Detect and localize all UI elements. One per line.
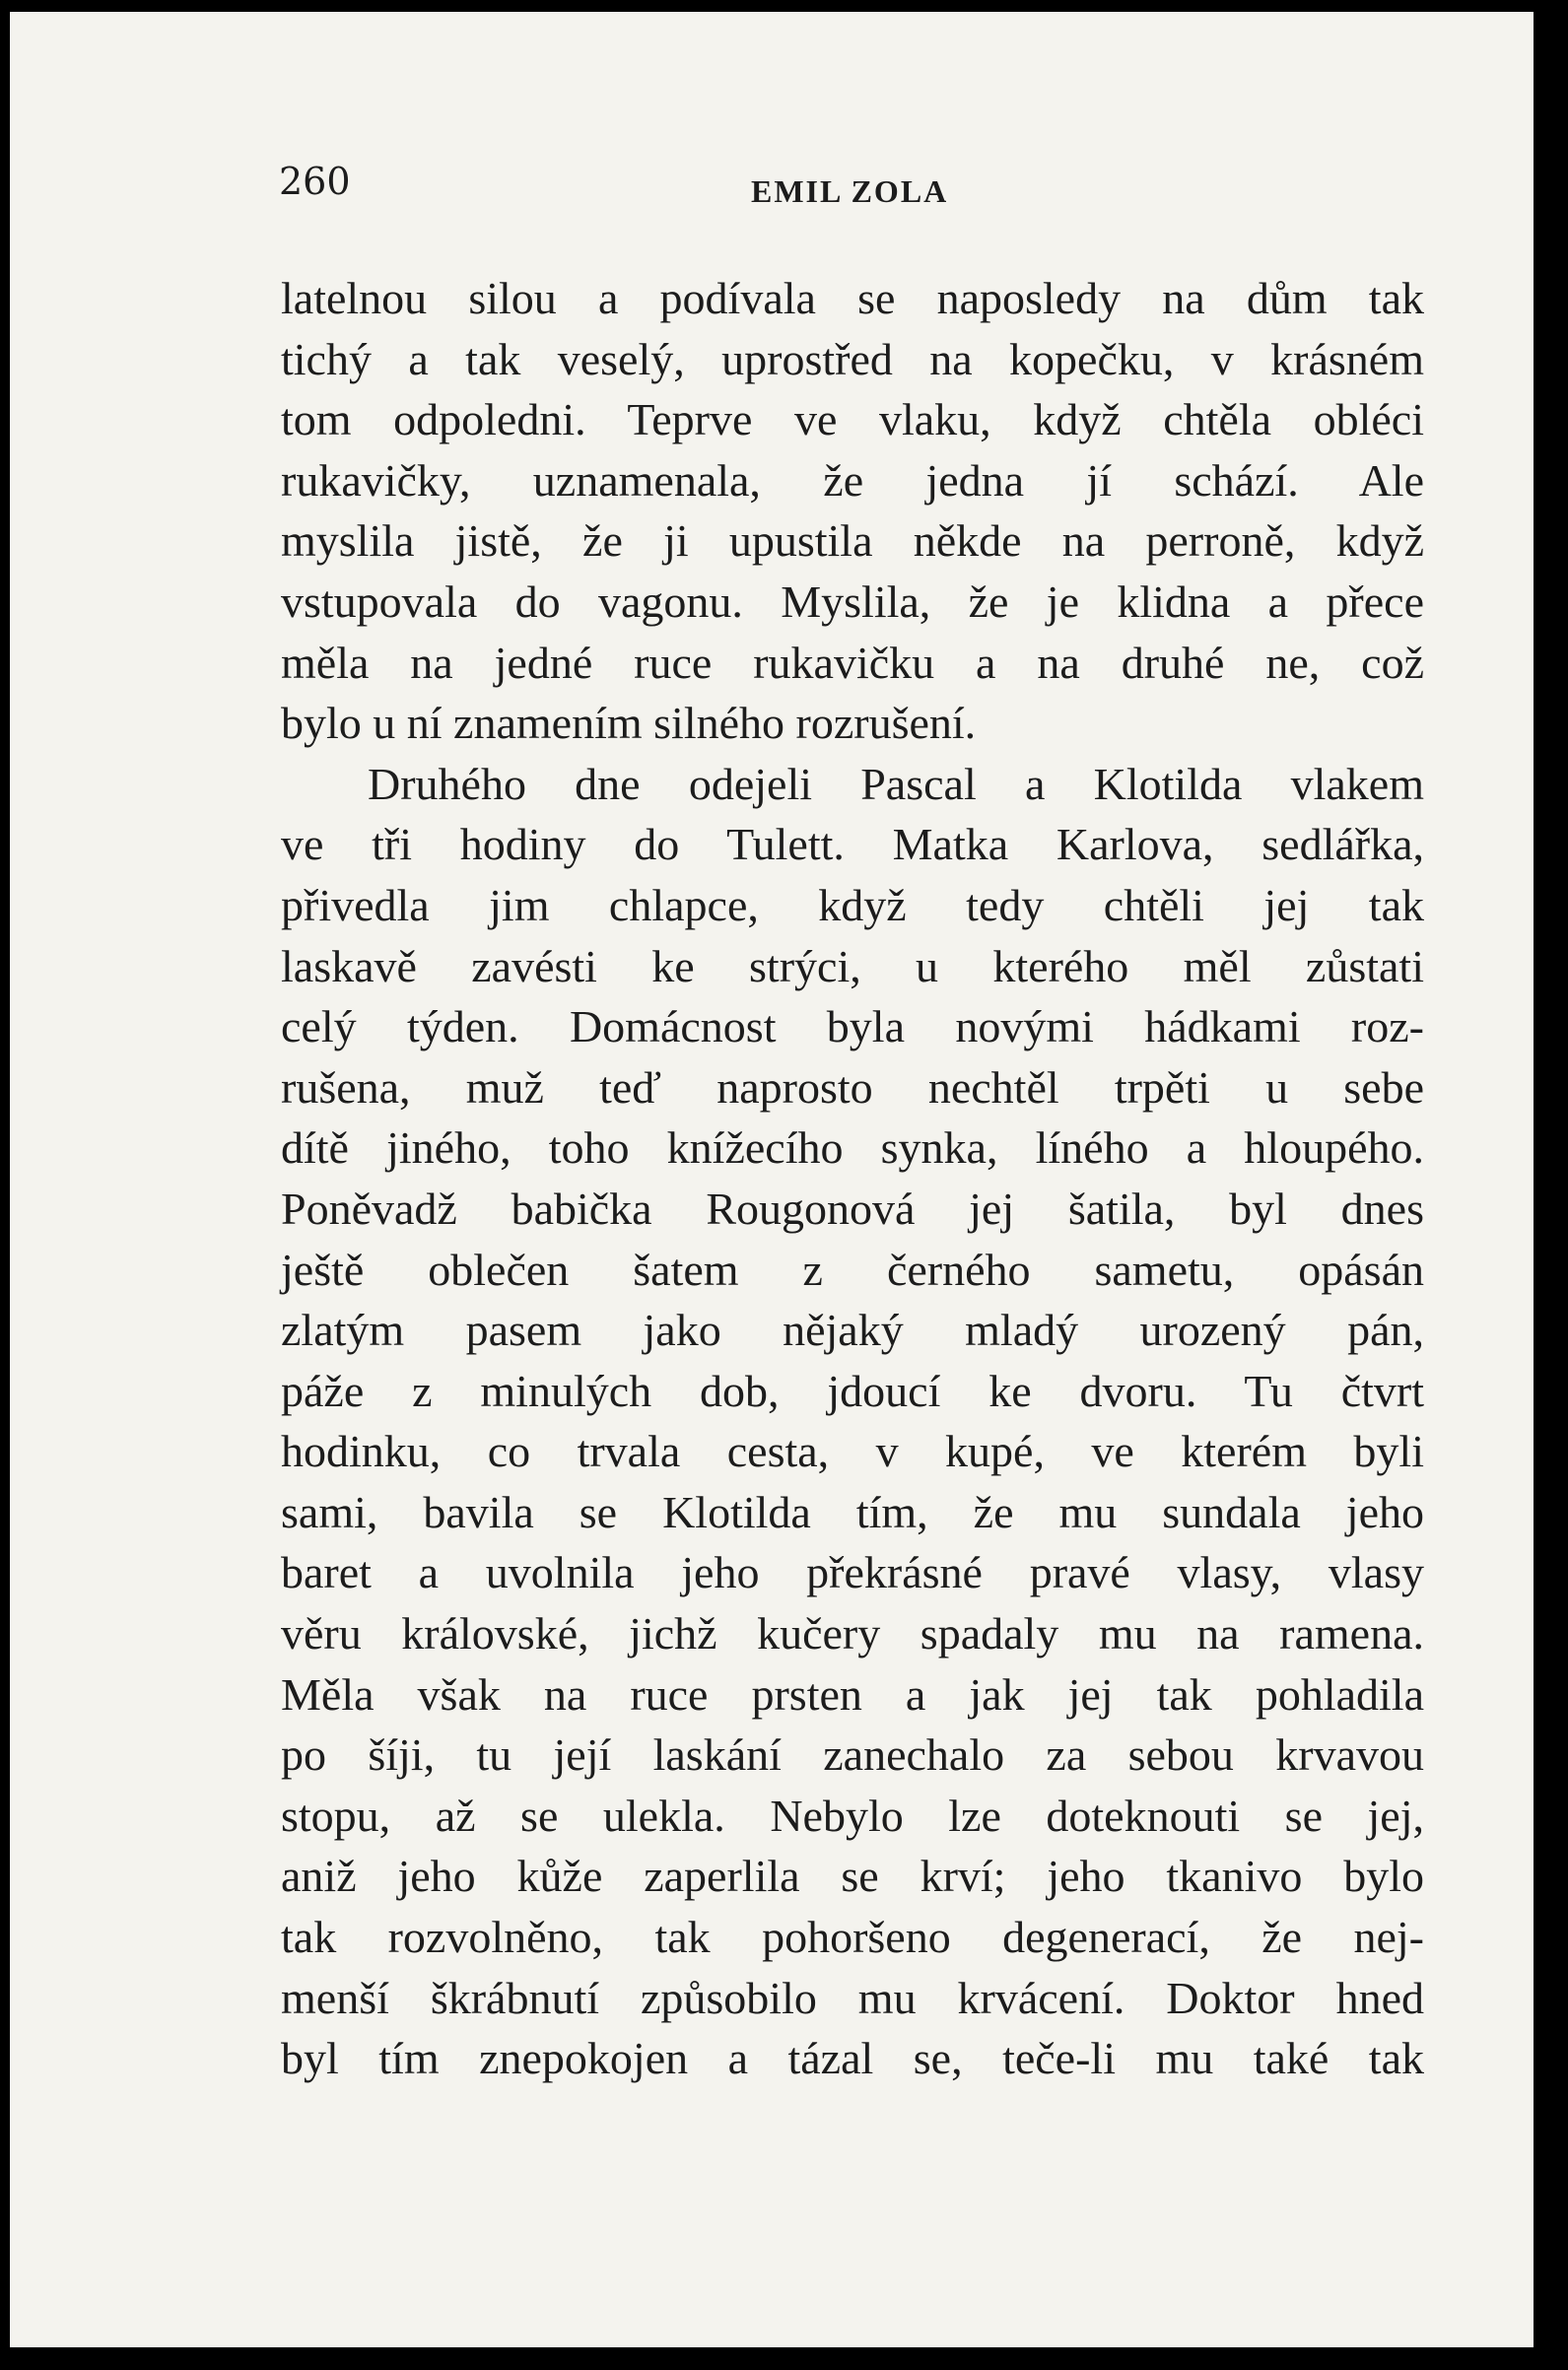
- text-line: hodinku, co trvala cesta, v kupé, ve kterém byli: [281, 1426, 1424, 1477]
- text-line: přivedla jim chlapce, když tedy chtěli jej tak: [281, 879, 1424, 930]
- page-number: 260: [279, 160, 351, 203]
- text-line: po šíji, tu její laskání zanechalo za sebou krvavou: [281, 1729, 1424, 1781]
- book-page: [10, 12, 1534, 2347]
- text-line: sami, bavila se Klotilda tím, že mu sundala jeho: [281, 1486, 1424, 1537]
- text-line: Poněvadž babička Rougonová jej šatila, byl dnes: [281, 1183, 1424, 1234]
- text-line: myslila jistě, že ji upustila někde na perroně, když: [281, 515, 1424, 567]
- text-line: menší škrábnutí způsobilo mu krvácení. Doktor hned: [281, 1972, 1424, 2023]
- page-header: [10, 160, 1534, 219]
- text-line: zlatým pasem jako nějaký mladý urozený pán,: [281, 1305, 1424, 1356]
- text-line: měla na jedné ruce rukavičku a na druhé ne, což: [281, 637, 1424, 688]
- text-line: páže z minulých dob, jdoucí ke dvoru. Tu čtvrt: [281, 1365, 1424, 1416]
- text-line: Měla však na ruce prsten a jak jej tak pohladila: [281, 1668, 1424, 1720]
- text-line: věru královské, jichž kučery spadaly mu na ramena.: [281, 1608, 1424, 1659]
- text-line: rušena, muž teď naprosto nechtěl trpěti u sebe: [281, 1061, 1424, 1113]
- text-line: bylo u ní znamením silného rozrušení.: [281, 698, 977, 749]
- text-line: byl tím znepokojen a tázal se, teče-li mu také tak: [281, 2033, 1424, 2084]
- paragraph-start-line: Druhého dne odejeli Pascal a Klotilda vlakem: [368, 758, 1424, 809]
- text-line: latelnou silou a podívala se naposledy na dům tak: [281, 273, 1424, 323]
- text-line: vstupovala do vagonu. Myslila, že je klidna a přece: [281, 576, 1424, 627]
- body-text: [281, 268, 1424, 2089]
- text-line: tichý a tak veselý, uprostřed na kopečku, v krásném: [281, 333, 1424, 384]
- text-line: rukavičky, uznamenala, že jedna jí schází. Ale: [281, 454, 1424, 506]
- text-line: tom odpoledni. Teprve ve vlaku, když chtěla obléci: [281, 394, 1424, 445]
- text-line: stopu, až se ulekla. Nebylo lze doteknouti se jej,: [281, 1790, 1424, 1841]
- running-head: EMIL ZOLA: [751, 173, 949, 209]
- text-line: aniž jeho kůže zaperlila se krví; jeho tkanivo bylo: [281, 1851, 1424, 1902]
- text-line: tak rozvolněno, tak pohoršeno degenerací, že nej-: [281, 1912, 1424, 1963]
- text-line: ještě oblečen šatem z černého sametu, opásán: [281, 1244, 1424, 1295]
- text-line: celý týden. Domácnost byla novými hádkami roz-: [281, 1001, 1424, 1052]
- text-line: dítě jiného, toho knížecího synka, líného a hloupého.: [281, 1122, 1424, 1174]
- text-line: ve tři hodiny do Tulett. Matka Karlova, sedlářka,: [281, 819, 1424, 870]
- text-line: laskavě zavésti ke strýci, u kterého měl zůstati: [281, 940, 1424, 991]
- text-line: baret a uvolnila jeho překrásné pravé vlasy, vlasy: [281, 1547, 1424, 1598]
